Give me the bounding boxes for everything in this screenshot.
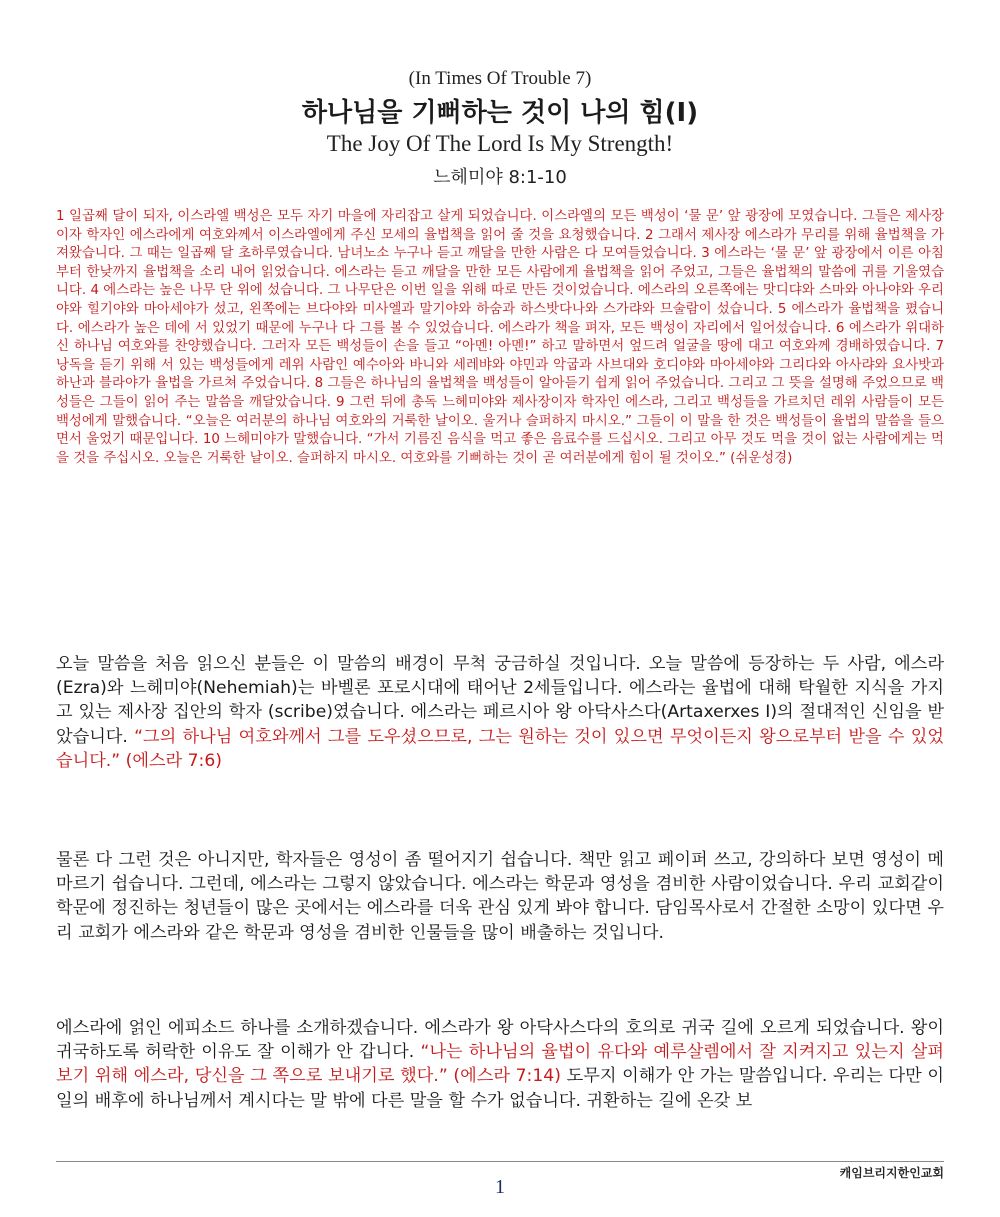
page-title-english: The Joy Of The Lord Is My Strength!: [326, 131, 674, 156]
sermon-paragraph-1: [56, 652, 944, 773]
footer-divider: [56, 1161, 944, 1162]
scripture-passage: 1 일곱째 달이 되자, 이스라엘 백성은 모두 자기 마을에 자리잡고 살게 되었습니다. 이스라엘의 모든 백성이 ‘물 문’ 앞 광장에 모였습니다. 그들은 제사장이자 학자인 에스라에게 여호와께서 이스라엘에게 주신 모세의 율법책을 읽어 줄 것을 요청했습니다. 2 그래서 제사장 에스라가 무리를 위해 율법책을 가져왔습니다. 그 때는 일곱째 달 초하루였습니다. 남녀노소 누구나 듣고 깨달을 만한 사람은 다 모여들었습니다. 3 에스라는 ‘물 문’ 앞 광장에서 이른 아침부터 한낮까지 율법책을 소리 내어 읽었습니다. 에스라는 듣고 깨달을 만한 모든 사람에게 율법책을 읽어 주었고, 그들은 율법책의 말씀에 귀를 기울였습니다. 4 에스라는 높은 나무 단 위에 섰습니다. 그 나무단은 이번 일을 위해 따로 만든 것이었습니다. 에스라의 오른쪽에는 맛디댜와 스마와 아나야와 우리야와 힐기야와 마아세야가 섰고, 왼쪽에는 브다야와 미사엘과 말기야와 하숨과 하스밧다나와 스가랴와 므술람이 섰습니다. 5 에스라가 율법책을 폈습니다. 에스라가 높은 데에 서 있었기 때문에 누구나 다 그를 볼 수 있었습니다. 에스라가 책을 펴자, 모든 백성이 자리에서 일어섰습니다. 6 에스라가 위대하신 하나님 여호와를 찬양했습니다. 그러자 모든 백성들이 손을 들고 “아멘! 아멘!” 하고 말하면서 엎드려 얼굴을 땅에 대고 여호와께 경배하였습니다. 7 낭독을 듣기 위해 서 있는 백성들에게 레위 사람인 예수아와 바니와 세레뱌와 야민과 악굽과 사브대와 호디야와 마아세야와 그리다와 아사랴와 요사밧과 하난과 블라야가 율법을 가르쳐 주었습니다. 8 그들은 하나님의 율법책을 백성들이 알아듣기 쉽게 읽어 주었습니다. 그리고 그 뜻을 설명해 주었으므로 백성들은 그들이 읽어 주는 말씀을 깨달았습니다. 9 그런 뒤에 총독 느헤미야와 제사장이자 학자인 에스라, 그리고 백성들을 가르치던 레위 사람들이 모든 백성에게 말했습니다. “오늘은 여러분의 하나님 여호와의 거룩한 날이오. 울거나 슬퍼하지 마시오.” 그들이 이 말을 한 것은 백성들이 율법의 말씀을 들으면서 울었기 때문입니다. 10 느헤미야가 말했습니다. “가서 기름진 음식을 먹고 좋은 음료수를 드십시오. 그리고 아무 것도 먹을 것이 없는 사람에게는 먹을 것을 주십시오. 오늘은 거룩한 날이오. 슬퍼하지 마시오. 여호와를 기뻐하는 것이 곧 여러분에게 힘이 될 것이오.” (쉬운성경): [56, 209, 944, 466]
page-number: 1: [495, 1176, 505, 1198]
church-name: 캐임브리지한인교회: [839, 1166, 944, 1180]
paragraph-1-quote: “그의 하나님 여호와께서 그를 도우셨으므로, 그는 원하는 것이 있으면 무엇이든지 왕으로부터 받을 수 있었습니다.” (에스라 7:6): [56, 726, 944, 771]
paragraph-1-text: 오늘 말씀을 처음 읽으신 분들은 이 말씀의 배경이 무척 궁금하실 것입니다. 오늘 말씀에 등장하는 두 사람, 에스라(Ezra)와 느헤미야(Nehemiah)는 바벨론 포로시대에 태어난 2세들입니다. 에스라는 율법에 대해 탁월한 지식을 가지고 있는 제사장 집안의 학자 (scribe)였습니다. 에스라는 페르시아 왕 아닥사스다(Artaxerxes I)의 절대적인 신임을 받았습니다.: [56, 654, 944, 747]
series-subtitle: (In Times Of Trouble 7): [408, 68, 592, 89]
sermon-paragraph-2: 물론 다 그런 것은 아니지만, 학자들은 영성이 좀 떨어지기 쉽습니다. 책만 읽고 페이퍼 쓰고, 강의하다 보면 영성이 메마르기 쉽습니다. 그런데, 에스라는 그렇지 않았습니다. 에스라는 학문과 영성을 겸비한 사람이었습니다. 우리 교회같이 학문에 정진하는 청년들이 많은 곳에서는 에스라를 더욱 관심 있게 봐야 합니다. 담임목사로서 간절한 소망이 있다면 우리 교회가 에스라와 같은 학문과 영성을 겸비한 인물들을 많이 배출하는 것입니다.: [56, 850, 944, 943]
paragraph-3-quote: “나는 하나님의 율법이 유다와 예루살렘에서 잘 지켜지고 있는지 살펴보기 위해 에스라, 당신을 그 쪽으로 보내기로 했다.” (에스라 7:14): [56, 1042, 944, 1087]
scripture-reference: 느헤미야 8:1-10: [433, 167, 567, 188]
page-title-korean: 하나님을 기뻐하는 것이 나의 힘(I): [301, 98, 699, 128]
sermon-paragraph-3: [56, 1016, 944, 1113]
paragraph-3-text-a: 에스라에 얽인 에피소드 하나를 소개하겠습니다. 에스라가 왕 아닥사스다의 호의로 귀국 길에 오르게 되었습니다. 왕이 귀국하도록 허락한 이유도 잘 이해가 안 갑니다.: [56, 1018, 944, 1063]
paragraph-3-text-b: 도무지 이해가 안 가는 말씀입니다. 우리는 다만 이 일의 배후에 하나님께서 계시다는 말 밖에 다른 말을 할 수가 없습니다. 귀환하는 길에 온갖 보: [56, 1066, 944, 1111]
